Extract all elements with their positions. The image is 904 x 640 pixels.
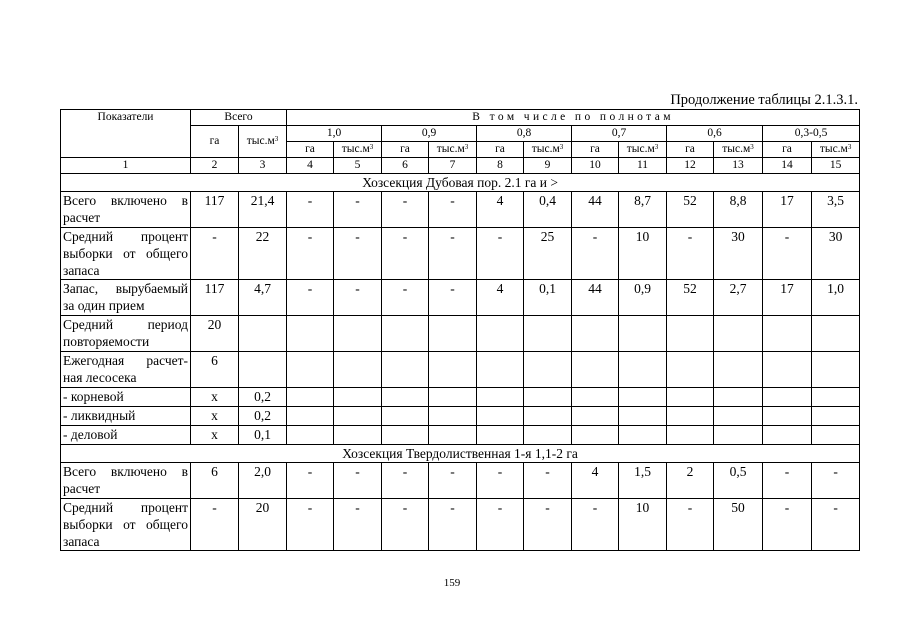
- header-unit-volume: [524, 142, 572, 158]
- table-cell: [812, 352, 860, 388]
- table-cell: 4: [477, 192, 524, 228]
- table-cell: х: [191, 407, 239, 426]
- section-row: [61, 445, 860, 463]
- table-cell: [239, 352, 287, 388]
- table-row: [61, 352, 860, 388]
- table-cell: [477, 407, 524, 426]
- row-label: Средний процент выборки от общего запаса: [61, 499, 191, 551]
- header-unit-ha: га: [572, 142, 619, 158]
- table-cell: [287, 407, 334, 426]
- row-label: Средний период повторяемости: [61, 316, 191, 352]
- header-unit-volume: [812, 142, 860, 158]
- unit-sup: 3: [369, 143, 374, 151]
- table-cell: 52: [667, 192, 714, 228]
- table-cell: 8,7: [619, 192, 667, 228]
- table-cell: 10: [619, 499, 667, 551]
- table-cell: 10: [619, 228, 667, 280]
- table-cell: 0,5: [714, 463, 763, 499]
- header-including: В том числе по полнотам: [287, 110, 860, 126]
- unit-sup: 3: [654, 143, 659, 151]
- table-cell: 44: [572, 192, 619, 228]
- row-label: - ликвидный: [61, 407, 191, 426]
- table-cell: [763, 352, 812, 388]
- table-cell: [763, 407, 812, 426]
- table-cell: -: [524, 463, 572, 499]
- column-number-row: [61, 158, 860, 174]
- column-number: 5: [334, 158, 382, 174]
- table-cell: [619, 407, 667, 426]
- table-cell: 2,7: [714, 280, 763, 316]
- column-number: 3: [239, 158, 287, 174]
- table-cell: -: [287, 280, 334, 316]
- table-cell: [619, 352, 667, 388]
- table-cell: -: [429, 192, 477, 228]
- table-cell: 117: [191, 192, 239, 228]
- table-cell: х: [191, 426, 239, 445]
- unit-label: тыс.м: [246, 135, 275, 147]
- table-cell: -: [287, 499, 334, 551]
- table-cell: [382, 352, 429, 388]
- table-row: [61, 463, 860, 499]
- column-number: 10: [572, 158, 619, 174]
- table-cell: [763, 388, 812, 407]
- column-number: 4: [287, 158, 334, 174]
- table-cell: [714, 407, 763, 426]
- header-unit-ha: га: [763, 142, 812, 158]
- row-label: Всего включено в расчет: [61, 463, 191, 499]
- table-cell: [667, 352, 714, 388]
- header-unit-volume: [714, 142, 763, 158]
- table-cell: -: [382, 499, 429, 551]
- column-number: 7: [429, 158, 477, 174]
- table-cell: [334, 352, 382, 388]
- table-cell: [287, 388, 334, 407]
- table-cell: [429, 388, 477, 407]
- table-cell: -: [477, 228, 524, 280]
- header-unit-ha: га: [382, 142, 429, 158]
- table-cell: [334, 316, 382, 352]
- table-cell: [524, 352, 572, 388]
- table-cell: [812, 407, 860, 426]
- table-cell: [714, 316, 763, 352]
- table-cell: [714, 388, 763, 407]
- table-cell: -: [191, 499, 239, 551]
- table-cell: [382, 407, 429, 426]
- table-cell: 0,1: [239, 426, 287, 445]
- table-cell: [524, 426, 572, 445]
- header-indicators: Показатели: [61, 110, 191, 158]
- column-number: 2: [191, 158, 239, 174]
- row-label: Запас, вырубаемый за один прием: [61, 280, 191, 316]
- table-cell: -: [382, 463, 429, 499]
- section-title: Хозсекция Дубовая пор. 2.1 га и >: [61, 174, 860, 192]
- table-cell: [667, 316, 714, 352]
- table-cell: -: [477, 463, 524, 499]
- table-cell: 1,5: [619, 463, 667, 499]
- table-cell: [382, 388, 429, 407]
- unit-label: тыс.м: [436, 143, 465, 155]
- table-cell: -: [334, 192, 382, 228]
- table-cell: -: [572, 499, 619, 551]
- section-row: [61, 174, 860, 192]
- table-cell: [619, 388, 667, 407]
- table-cell: [812, 316, 860, 352]
- table-cell: [572, 316, 619, 352]
- header-unit-ha: га: [287, 142, 334, 158]
- column-number: 1: [61, 158, 191, 174]
- header-density: 1,0: [287, 126, 382, 142]
- table-cell: [524, 388, 572, 407]
- table-row: [61, 192, 860, 228]
- table-cell: [524, 407, 572, 426]
- table-cell: [477, 426, 524, 445]
- header-unit-volume: [619, 142, 667, 158]
- table-cell: [619, 426, 667, 445]
- table-cell: 30: [812, 228, 860, 280]
- table-cell: 0,2: [239, 388, 287, 407]
- table-row: [61, 407, 860, 426]
- table-cell: 17: [763, 280, 812, 316]
- table-cell: -: [572, 228, 619, 280]
- header-total: Всего: [191, 110, 287, 126]
- table-cell: -: [334, 463, 382, 499]
- header-density: 0,8: [477, 126, 572, 142]
- header-density: 0,6: [667, 126, 763, 142]
- unit-sup: 3: [847, 143, 852, 151]
- table-cell: 8,8: [714, 192, 763, 228]
- table-cell: [287, 426, 334, 445]
- table-cell: 117: [191, 280, 239, 316]
- table-cell: [572, 426, 619, 445]
- table-cell: [714, 426, 763, 445]
- table-cell: 20: [191, 316, 239, 352]
- table-cell: 17: [763, 192, 812, 228]
- table-cell: 2: [667, 463, 714, 499]
- header-row-1: [61, 110, 860, 126]
- table-cell: 25: [524, 228, 572, 280]
- table-cell: [667, 407, 714, 426]
- unit-label: тыс.м: [722, 143, 751, 155]
- table-caption: Продолжение таблицы 2.1.3.1.: [670, 92, 858, 108]
- table-cell: 50: [714, 499, 763, 551]
- table-cell: -: [429, 463, 477, 499]
- table-cell: [667, 426, 714, 445]
- table-cell: 4,7: [239, 280, 287, 316]
- table-cell: -: [763, 463, 812, 499]
- table-cell: [477, 316, 524, 352]
- table-cell: -: [287, 192, 334, 228]
- table-cell: [763, 426, 812, 445]
- header-unit-volume: [334, 142, 382, 158]
- column-number: 14: [763, 158, 812, 174]
- table-row: [61, 228, 860, 280]
- unit-sup: 3: [559, 143, 564, 151]
- table-cell: -: [429, 228, 477, 280]
- header-total-ha: га: [191, 126, 239, 158]
- row-label: Всего включено в расчет: [61, 192, 191, 228]
- table-cell: [239, 316, 287, 352]
- table-cell: х: [191, 388, 239, 407]
- table-cell: [429, 316, 477, 352]
- table-cell: -: [382, 280, 429, 316]
- table-cell: 0,9: [619, 280, 667, 316]
- table-cell: [382, 426, 429, 445]
- row-label: Ежегодная расчет-ная лесосека: [61, 352, 191, 388]
- table-cell: -: [763, 499, 812, 551]
- table-cell: [572, 407, 619, 426]
- table-cell: 4: [572, 463, 619, 499]
- column-number: 8: [477, 158, 524, 174]
- table-cell: [287, 316, 334, 352]
- page-number: 159: [443, 577, 461, 589]
- table-row: [61, 316, 860, 352]
- unit-label: тыс.м: [819, 143, 848, 155]
- unit-label: тыс.м: [626, 143, 655, 155]
- table-cell: -: [763, 228, 812, 280]
- section-title: Хозсекция Твердолиственная 1-я 1,1-2 га: [61, 445, 860, 463]
- table-cell: 3,5: [812, 192, 860, 228]
- table-cell: -: [812, 463, 860, 499]
- table-cell: 21,4: [239, 192, 287, 228]
- table-row: [61, 426, 860, 445]
- table-cell: -: [429, 499, 477, 551]
- table-cell: -: [334, 280, 382, 316]
- table-cell: [619, 316, 667, 352]
- table-cell: 2,0: [239, 463, 287, 499]
- table-cell: 1,0: [812, 280, 860, 316]
- table-row: [61, 388, 860, 407]
- header-total-volume: [239, 126, 287, 158]
- table-cell: -: [382, 192, 429, 228]
- table-cell: [572, 388, 619, 407]
- column-number: 9: [524, 158, 572, 174]
- header-unit-ha: га: [667, 142, 714, 158]
- table-cell: -: [667, 499, 714, 551]
- table-cell: [382, 316, 429, 352]
- forest-data-table: [60, 109, 860, 551]
- table-cell: -: [667, 228, 714, 280]
- table-cell: [524, 316, 572, 352]
- header-density: 0,3-0,5: [763, 126, 860, 142]
- header-unit-volume: [429, 142, 477, 158]
- table-cell: [429, 426, 477, 445]
- header-unit-ha: га: [477, 142, 524, 158]
- row-label: Средний процент выборки от общего запаса: [61, 228, 191, 280]
- header-density: 0,7: [572, 126, 667, 142]
- unit-sup: 3: [750, 143, 754, 151]
- table-cell: 0,2: [239, 407, 287, 426]
- table-cell: [477, 388, 524, 407]
- table-cell: [812, 388, 860, 407]
- table-cell: [334, 388, 382, 407]
- table-cell: [812, 426, 860, 445]
- table-cell: [334, 407, 382, 426]
- table-cell: 4: [477, 280, 524, 316]
- column-number: 11: [619, 158, 667, 174]
- table-cell: [287, 352, 334, 388]
- table-cell: 6: [191, 463, 239, 499]
- table-cell: [714, 352, 763, 388]
- column-number: 13: [714, 158, 763, 174]
- table-cell: 0,4: [524, 192, 572, 228]
- table-cell: -: [429, 280, 477, 316]
- unit-sup: 3: [464, 143, 469, 151]
- table-cell: -: [524, 499, 572, 551]
- table-cell: [334, 426, 382, 445]
- table-cell: -: [812, 499, 860, 551]
- table-cell: 44: [572, 280, 619, 316]
- table-cell: 52: [667, 280, 714, 316]
- table-cell: [477, 352, 524, 388]
- table-cell: 0,1: [524, 280, 572, 316]
- table-cell: [429, 352, 477, 388]
- table-cell: -: [334, 499, 382, 551]
- table-cell: -: [191, 228, 239, 280]
- column-number: 6: [382, 158, 429, 174]
- column-number: 12: [667, 158, 714, 174]
- table-cell: -: [382, 228, 429, 280]
- column-number: 15: [812, 158, 860, 174]
- table-cell: -: [287, 228, 334, 280]
- unit-sup: 3: [274, 135, 279, 143]
- row-label: - деловой: [61, 426, 191, 445]
- table-cell: [763, 316, 812, 352]
- table-cell: 30: [714, 228, 763, 280]
- table-cell: -: [287, 463, 334, 499]
- table-cell: 6: [191, 352, 239, 388]
- table-cell: [572, 352, 619, 388]
- table-cell: -: [334, 228, 382, 280]
- unit-label: тыс.м: [531, 143, 560, 155]
- header-density: 0,9: [382, 126, 477, 142]
- row-label: - корневой: [61, 388, 191, 407]
- table-row: [61, 280, 860, 316]
- table-cell: 20: [239, 499, 287, 551]
- unit-label: тыс.м: [341, 143, 370, 155]
- table-cell: 22: [239, 228, 287, 280]
- table-cell: -: [477, 499, 524, 551]
- table-row: [61, 499, 860, 551]
- table-cell: [429, 407, 477, 426]
- table-cell: [667, 388, 714, 407]
